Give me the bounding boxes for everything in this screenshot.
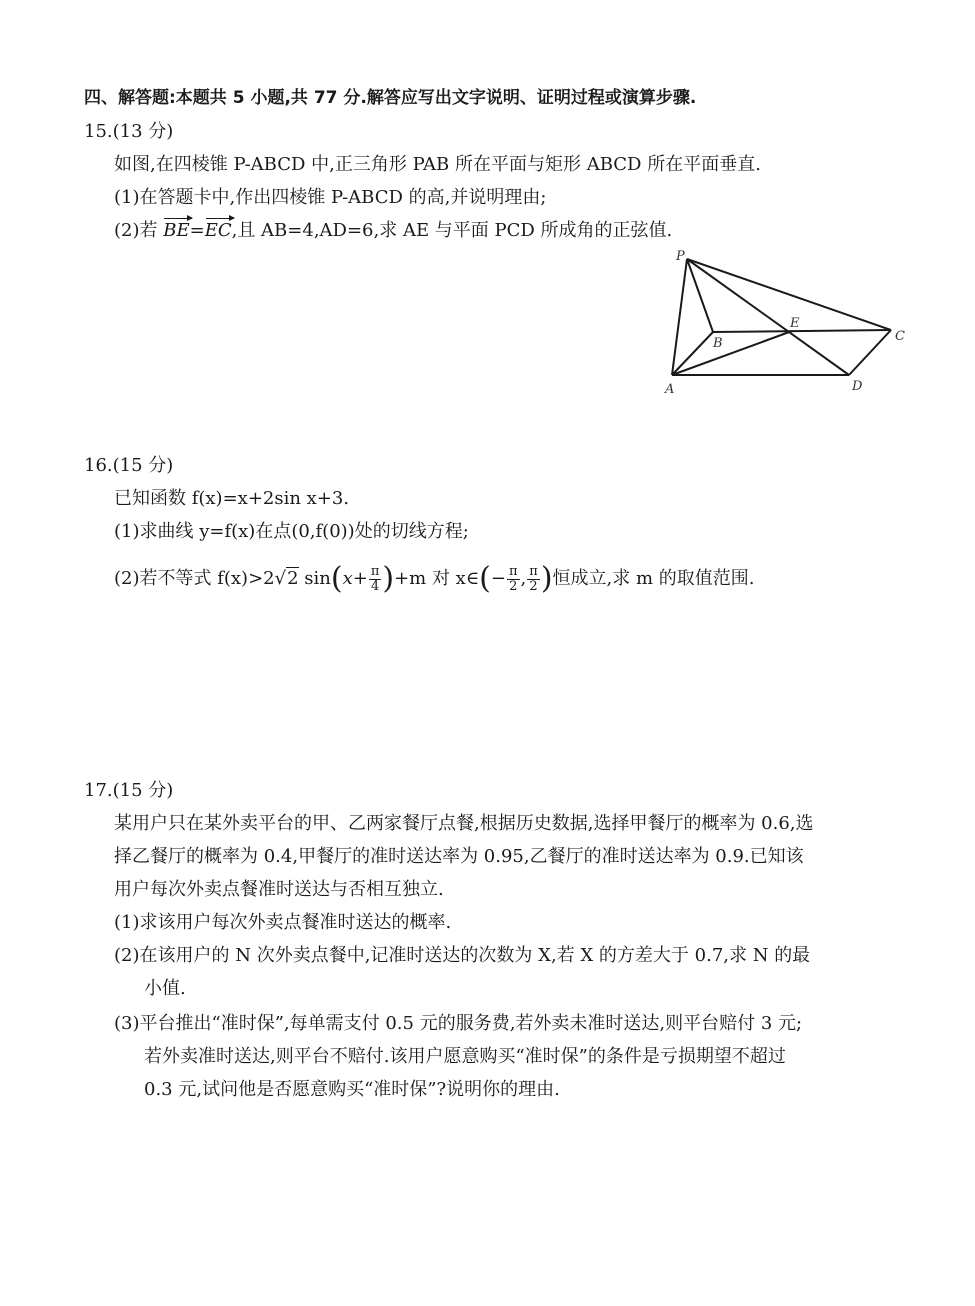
comma: , (520, 568, 527, 589)
interval-right-paren: ) (540, 561, 553, 596)
pyramid-figure (660, 248, 910, 398)
q17-part2-line1: (2)在该用户的 N 次外卖点餐中,记准时送达的次数为 X,若 X 的方差大于 0.7,求 N 的最 (114, 945, 811, 966)
q17-number: 17.(15 分) (84, 780, 174, 801)
frac-num: π (508, 563, 518, 579)
label-e: E (790, 316, 800, 331)
label-a: A (665, 382, 675, 397)
q17-part3-line3: 0.3 元,试问他是否愿意购买“准时保”?说明你的理由. (144, 1079, 560, 1100)
pi-over-4 (369, 565, 382, 594)
q17-part3-line2: 若外卖准时送达,则平台不赔付.该用户愿意购买“准时保”的条件是亏损期望不超过 (144, 1046, 786, 1067)
q15-eq: = (189, 220, 205, 241)
frac-num: π (529, 563, 538, 579)
q17-part2-line2: 小值. (144, 978, 186, 999)
q16-part2-a: (2)若不等式 f(x)>2 (114, 568, 275, 589)
pyramid-svg (660, 248, 910, 398)
sqrt-radicand: 2 (287, 568, 299, 589)
q15-number: 15.(13 分) (84, 121, 174, 142)
q17-line1: 某用户只在某外卖平台的甲、乙两家餐厅点餐,根据历史数据,选择甲餐厅的概率为 0.6,选 (114, 813, 814, 834)
vector-ec: EC (205, 218, 232, 244)
minus-sign: − (490, 568, 506, 589)
x-plus: x+ (342, 568, 368, 589)
frac-den: 2 (509, 578, 518, 594)
q15-part2 (114, 218, 672, 244)
edge-pa (672, 259, 687, 375)
q16-part2-c: +m 对 x∈ (394, 568, 480, 589)
q16-intro: 已知函数 f(x)=x+2sin x+3. (114, 488, 350, 509)
frac-den: 4 (370, 578, 380, 594)
interval-left-paren: ( (479, 561, 491, 596)
section-title: 四、解答题:本题共 5 小题,共 77 分.解答应写出文字说明、证明过程或演算步骤. (84, 88, 697, 108)
q16-part1: (1)求曲线 y=f(x)在点(0,f(0))处的切线方程; (114, 521, 469, 542)
label-b: B (713, 336, 723, 351)
q15-part2-prefix: (2)若 (114, 220, 164, 241)
q16-part2-b: sin (298, 568, 331, 589)
q16-part2-d: 恒成立,求 m 的取值范围. (552, 568, 755, 589)
frac-den: 2 (529, 578, 538, 594)
sqrt-symbol: √ (274, 568, 287, 589)
label-c: C (895, 329, 905, 344)
q15-part2-suffix: ,且 AB=4,AD=6,求 AE 与平面 PCD 所成角的正弦值. (231, 220, 673, 241)
q15-intro: 如图,在四棱锥 P-ABCD 中,正三角形 PAB 所在平面与矩形 ABCD 所在平面垂直. (114, 154, 761, 175)
q16-number: 16.(15 分) (84, 455, 174, 476)
edge-dc (849, 330, 891, 375)
edge-pc (687, 259, 891, 330)
label-p: P (676, 249, 685, 264)
edge-ae (672, 331, 792, 375)
right-paren: ) (382, 561, 395, 596)
edge-pb (687, 259, 713, 332)
q16-part2 (114, 562, 755, 596)
edge-ab (672, 332, 713, 375)
edge-bc (713, 330, 891, 332)
q15-part1: (1)在答题卡中,作出四棱锥 P-ABCD 的高,并说明理由; (114, 187, 547, 208)
left-paren: ( (330, 561, 343, 596)
edge-pd (687, 259, 849, 375)
vector-be: BE (163, 218, 189, 244)
pi-over-2-a (507, 565, 520, 594)
frac-num: π (370, 563, 380, 579)
q17-line2: 择乙餐厅的概率为 0.4,甲餐厅的准时送达率为 0.95,乙餐厅的准时送达率为 0.9.已知该 (114, 846, 804, 867)
pi-over-2-b (527, 565, 540, 594)
label-d: D (852, 379, 863, 394)
q17-part1: (1)求该用户每次外卖点餐准时送达的概率. (114, 912, 452, 933)
q17-part3-line1: (3)平台推出“准时保”,每单需支付 0.5 元的服务费,若外卖未准时送达,则平台赔付 3 元; (114, 1013, 803, 1034)
q17-line3: 用户每次外卖点餐准时送达与否相互独立. (114, 879, 444, 900)
